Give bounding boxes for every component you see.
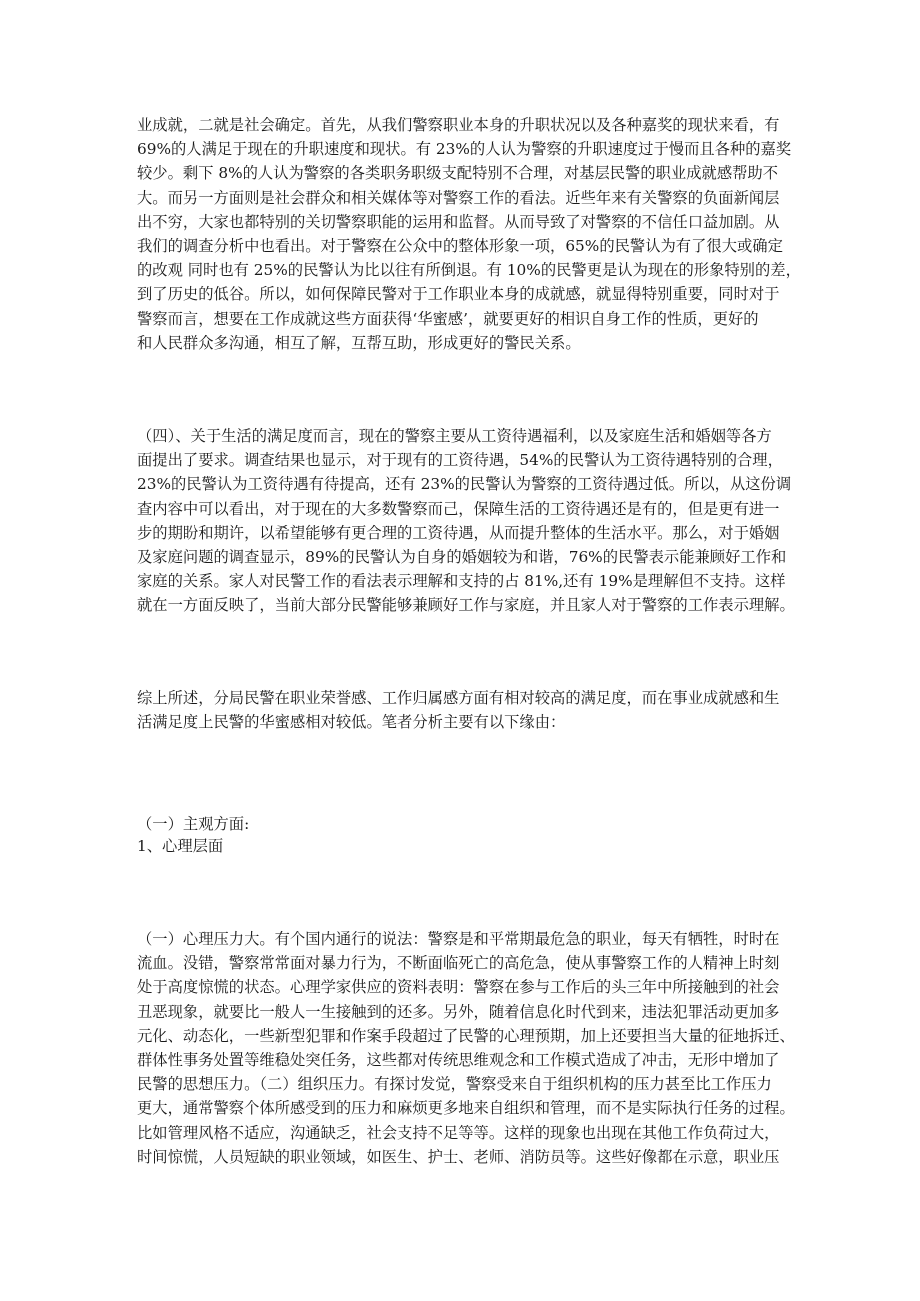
text-line: （一）心理压力大。有个国内通行的说法：警察是和平常期最危急的职业，每天有牺牲，时时在 <box>137 930 780 948</box>
paragraph-life-satisfaction <box>137 424 795 618</box>
text-line: 69%的人满足于现在的升职速度和现状。有 23%的人认为警察的升职速度过于慢而且各种的嘉奖 <box>137 140 792 159</box>
text-line: 及家庭问题的调查显示，89%的民警认为自身的婚姻较为和谐，76%的民警表示能兼顾好工作和 <box>137 548 787 567</box>
text-line: 综上所述，分局民警在职业荣誉感、工作归属感方面有相对较高的满足度，而在事业成就感和生 <box>137 689 780 707</box>
text-line: 时间惊慌，人员短缺的职业领域，如医生、护士、老师、消防员等。这些好像都在示意，职业压 <box>137 1147 780 1166</box>
heading-psychological: 1、心理层面 <box>137 837 224 855</box>
text-line: 和人民群众多沟通，相互了解，互帮互助，形成更好的警民关系。 <box>137 333 581 352</box>
text-line: 的改观 同时也有 25%的民警认为比以往有所倒退。有 10%的民警更是认为现在的形象特别的差， <box>137 261 801 280</box>
text-line: 元化、动态化，一些新型犯罪和作案手段超过了民警的心理预期，加上还要担当大量的征地拆迁、 <box>137 1026 795 1045</box>
text-line: 处于高度惊慌的状态。心理学家供应的资料表明：警察在参与工作后的头三年中所接触到的社会 <box>137 978 780 997</box>
paragraph-psychological-pressure <box>137 927 795 1169</box>
heading-subjective: （一）主观方面: <box>137 815 250 833</box>
text-line: 更大，通常警察个体所感受到的压力和麻烦更多地来自组织和管理，而不是实际执行任务的过程。 <box>137 1099 795 1118</box>
text-line: 丑恶现象，就要比一般人一生接触到的还多。另外，随着信息化时代到来，违法犯罪活动更加多 <box>137 1002 780 1021</box>
text-line: 比如管理风格不适应，沟通缺乏，社会支持不足等等。这样的现象也出现在其他工作负荷过大， <box>137 1123 780 1142</box>
text-line: （四）、关于生活的满足度而言，现在的警察主要从工资待遇福利，以及家庭生活和婚姻等各方 <box>137 427 772 445</box>
text-line: 流血。没错，警察常常面对暴力行为，不断面临死亡的高危急，使从事警察工作的人精神上时刻 <box>137 954 780 973</box>
text-line: 查内容中可以看出，对于现在的大多数警察而己，保障生活的工资待遇还是有的，但是更有进一 <box>137 499 780 518</box>
text-line: 业成就，二就是社会确定。首先，从我们警察职业本身的升职状况以及各种嘉奖的现状来看，有 <box>137 116 780 134</box>
text-line: 就在一方面反映了，当前大部分民警能够兼顾好工作与家庭，并且家人对于警察的工作表示理解。 <box>137 596 795 615</box>
text-line: 步的期盼和期许，以希望能够有更合理的工资待遇，从而提升整体的生活水平。那么，对于婚姻 <box>137 523 780 542</box>
text-line: 活满足度上民警的华蜜感相对较低。笔者分析主要有以下缘由： <box>137 713 566 732</box>
section-heading <box>137 813 789 857</box>
text-line: 23%的民警认为工资待遇有待提高，还有 23%的民警认为警察的工资待遇过低。所以，从这份调 <box>137 475 792 494</box>
text-line: 警察而言，想要在工作成就这些方面获得‘华蜜感’，就要更好的相识自身工作的性质，更好的 <box>137 309 759 328</box>
text-line: 到了历史的低谷。所以，如何保障民警对于工作职业本身的成就感，就显得特别重要，同时对于 <box>137 285 780 304</box>
text-line: 出不穷，大家也都特别的关切警察职能的运用和监督。从而导致了对警察的不信任口益加剧。从 <box>137 212 780 231</box>
text-line: 大。而另一方面则是社会群众和相关媒体等对警察工作的看法。近些年来有关警察的负面新闻层 <box>137 188 780 207</box>
text-line: 较少。剩下 8%的人认为警察的各类职务职级支配特别不合理，对基层民警的职业成就感帮助不 <box>137 164 779 183</box>
text-line: 家庭的关系。家人对民警工作的看法表示理解和支持的占 81%,还有 19%是理解但不支持。这样 <box>137 572 786 591</box>
paragraph-summary <box>137 686 789 734</box>
text-line: 面提出了要求。调查结果也显示，对于现有的工资待遇，54%的民警认为工资待遇特别的合理， <box>137 451 783 470</box>
text-line: 群体性事务处置等维稳处突任务，这些都对传统思维观念和工作模式造成了冲击，无形中增加了 <box>137 1051 780 1070</box>
paragraph-career-achievement <box>137 113 801 355</box>
text-line: 民警的思想压力。（二）组织压力。有探讨发觉，警察受来自于组织机构的压力甚至比工作压力 <box>137 1075 772 1094</box>
text-line: 我们的调查分析中也看出。对于警察在公众中的整体形象一项，65%的民警认为有了很大或确定 <box>137 237 783 256</box>
